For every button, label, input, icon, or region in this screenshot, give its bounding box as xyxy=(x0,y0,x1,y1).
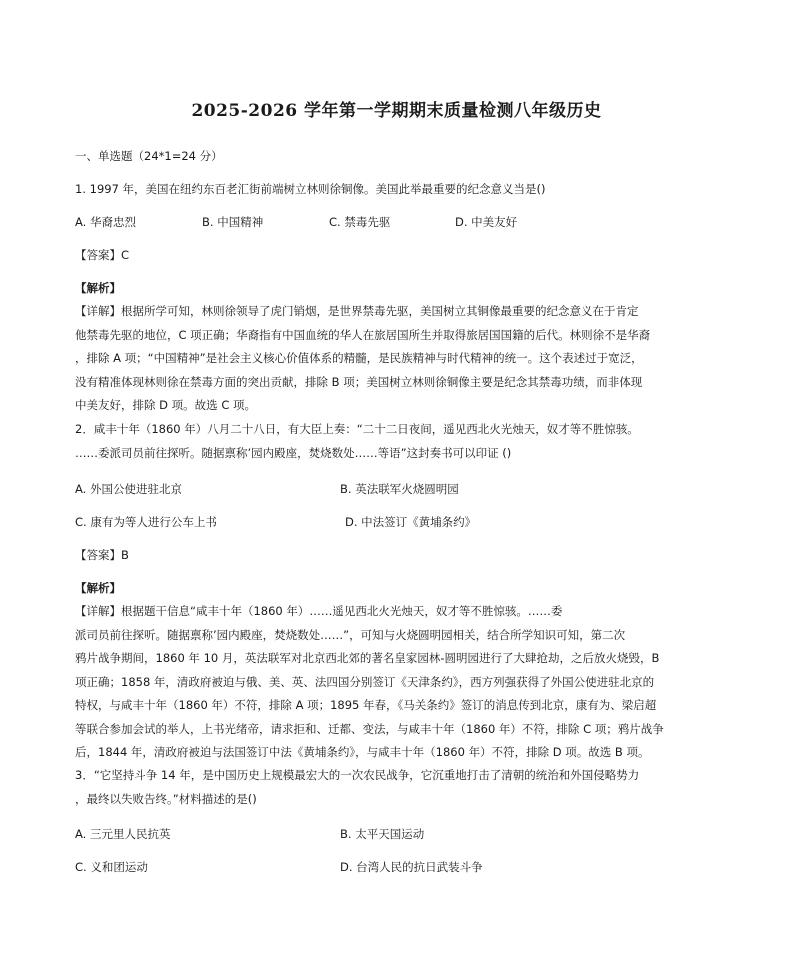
q2-stem-line: ……委派司员前往探听。随据禀称’园内殿座，焚烧数处……等语”这封奏书可以印证 () xyxy=(75,445,512,460)
q2-detail-line: 派司员前往探听。随据禀称’园内殿座，焚烧数处……”，可知与火烧圆明园相关，结合所学知识可知，第二次 xyxy=(75,627,626,642)
q2-option-c: C. 康有为等人进行公车上书 xyxy=(75,515,217,529)
question-2-stem xyxy=(75,418,680,465)
q1-option-d: D. 中美友好 xyxy=(455,215,518,229)
q2-detail-line: 后，1844 年，清政府被迫与法国签订中法《黄埔条约》，与咸丰十年（1860 年）不符，排除 D 项。故选 B 项。 xyxy=(75,745,650,759)
q2-option-d: D. 中法签订《黄埔条约》 xyxy=(345,515,477,529)
q2-detail-line: 鸦片战争期间，1860 年 10 月，英法联军对北京西北郊的著名皇家园林-圆明园进行了大肆抢劫，之后放火烧毁，B xyxy=(75,651,660,665)
q2-answer: 【答案】B xyxy=(75,548,129,562)
q1-answer: 【答案】C xyxy=(75,248,130,262)
section-heading: 一、单选题（24*1=24 分） xyxy=(75,149,223,163)
q1-detail-line: 他禁毒先驱的地位，C 项正确；华裔指有中国血统的华人在旅居国所生并取得旅居国国籍的后代。林则徐不是华裔 xyxy=(75,327,651,342)
q1-detail-line: 【详解】根据所学可知，林则徐领导了虎门销烟，是世界禁毒先驱，美国树立其铜像最重要的纪念意义在于肯定 xyxy=(75,304,639,318)
q2-detail-line: 等联合参加会试的举人，上书光绪帝，请求拒和、迁都、变法，与咸丰十年（1860 年）不符，排除 C 项；鸦片战争 xyxy=(75,721,664,736)
q3-option-b: B. 太平天国运动 xyxy=(340,827,425,841)
q1-detail-line: 没有精准体现林则徐在禁毒方面的突出贡献，排除 B 项；美国树立林则徐铜像主要是纪念其禁毒功绩，而非体现 xyxy=(75,374,643,389)
q3-stem-line: 3．“它坚持斗争 14 年，是中国历史上规模最宏大的一次农民战争，它沉重地打击了清朝的统治和外国侵略势力 xyxy=(75,768,640,782)
q2-option-a: A. 外国公使进驻北京 xyxy=(75,482,182,496)
q3-option-a: A. 三元里人民抗英 xyxy=(75,827,171,841)
q3-stem-line: ，最终以失败告终。”材料描述的是() xyxy=(75,791,257,806)
q1-detail xyxy=(75,300,680,418)
question-1-stem: 1. 1997 年，美国在纽约东百老汇街前端树立林则徐铜像。美国此举最重要的纪念意义当是() xyxy=(75,182,546,196)
q2-stem-line: 2．咸丰十年（1860 年）八月二十八日，有大臣上奏：“二十二日夜间，遥见西北火光烛天，奴才等不胜惊骇。 xyxy=(75,422,639,436)
page-title: 2025-2026 学年第一学期期末质量检测八年级历史 xyxy=(191,101,602,121)
q1-option-c: C. 禁毒先驱 xyxy=(329,215,391,229)
q2-detail-line: 项正确；1858 年，清政府被迫与俄、美、英、法四国分别签订《天津条约》，西方列强获得了外国公使进驻北京的 xyxy=(75,674,655,689)
q1-option-b: B. 中国精神 xyxy=(202,215,264,229)
q2-detail-line: 特权，与咸丰十年（1860 年）不符，排除 A 项；1895 年春，《马关条约》签订的消息传到北京，康有为、梁启超 xyxy=(75,698,657,712)
q2-detail-line: 【详解】根据题干信息“咸丰十年（1860 年）……遥见西北火光烛天，奴才等不胜惊骇。……委 xyxy=(75,604,563,618)
q2-detail xyxy=(75,600,680,765)
q1-option-a: A. 华裔忠烈 xyxy=(75,215,136,229)
q1-analysis-heading: 【解析】 xyxy=(75,281,121,295)
q3-option-c: C. 义和团运动 xyxy=(75,860,148,874)
q1-detail-line: ，排除 A 项；“中国精神”是社会主义核心价值体系的精髓，是民族精神与时代精神的统一。这个表述过于宽泛， xyxy=(75,351,643,365)
question-3-stem xyxy=(75,764,680,811)
q2-analysis-heading: 【解析】 xyxy=(75,581,121,595)
q2-option-b: B. 英法联军火烧圆明园 xyxy=(340,482,459,496)
q3-option-d: D. 台湾人民的抗日武装斗争 xyxy=(340,860,483,874)
q1-detail-line: 中美友好，排除 D 项。故选 C 项。 xyxy=(75,398,257,412)
